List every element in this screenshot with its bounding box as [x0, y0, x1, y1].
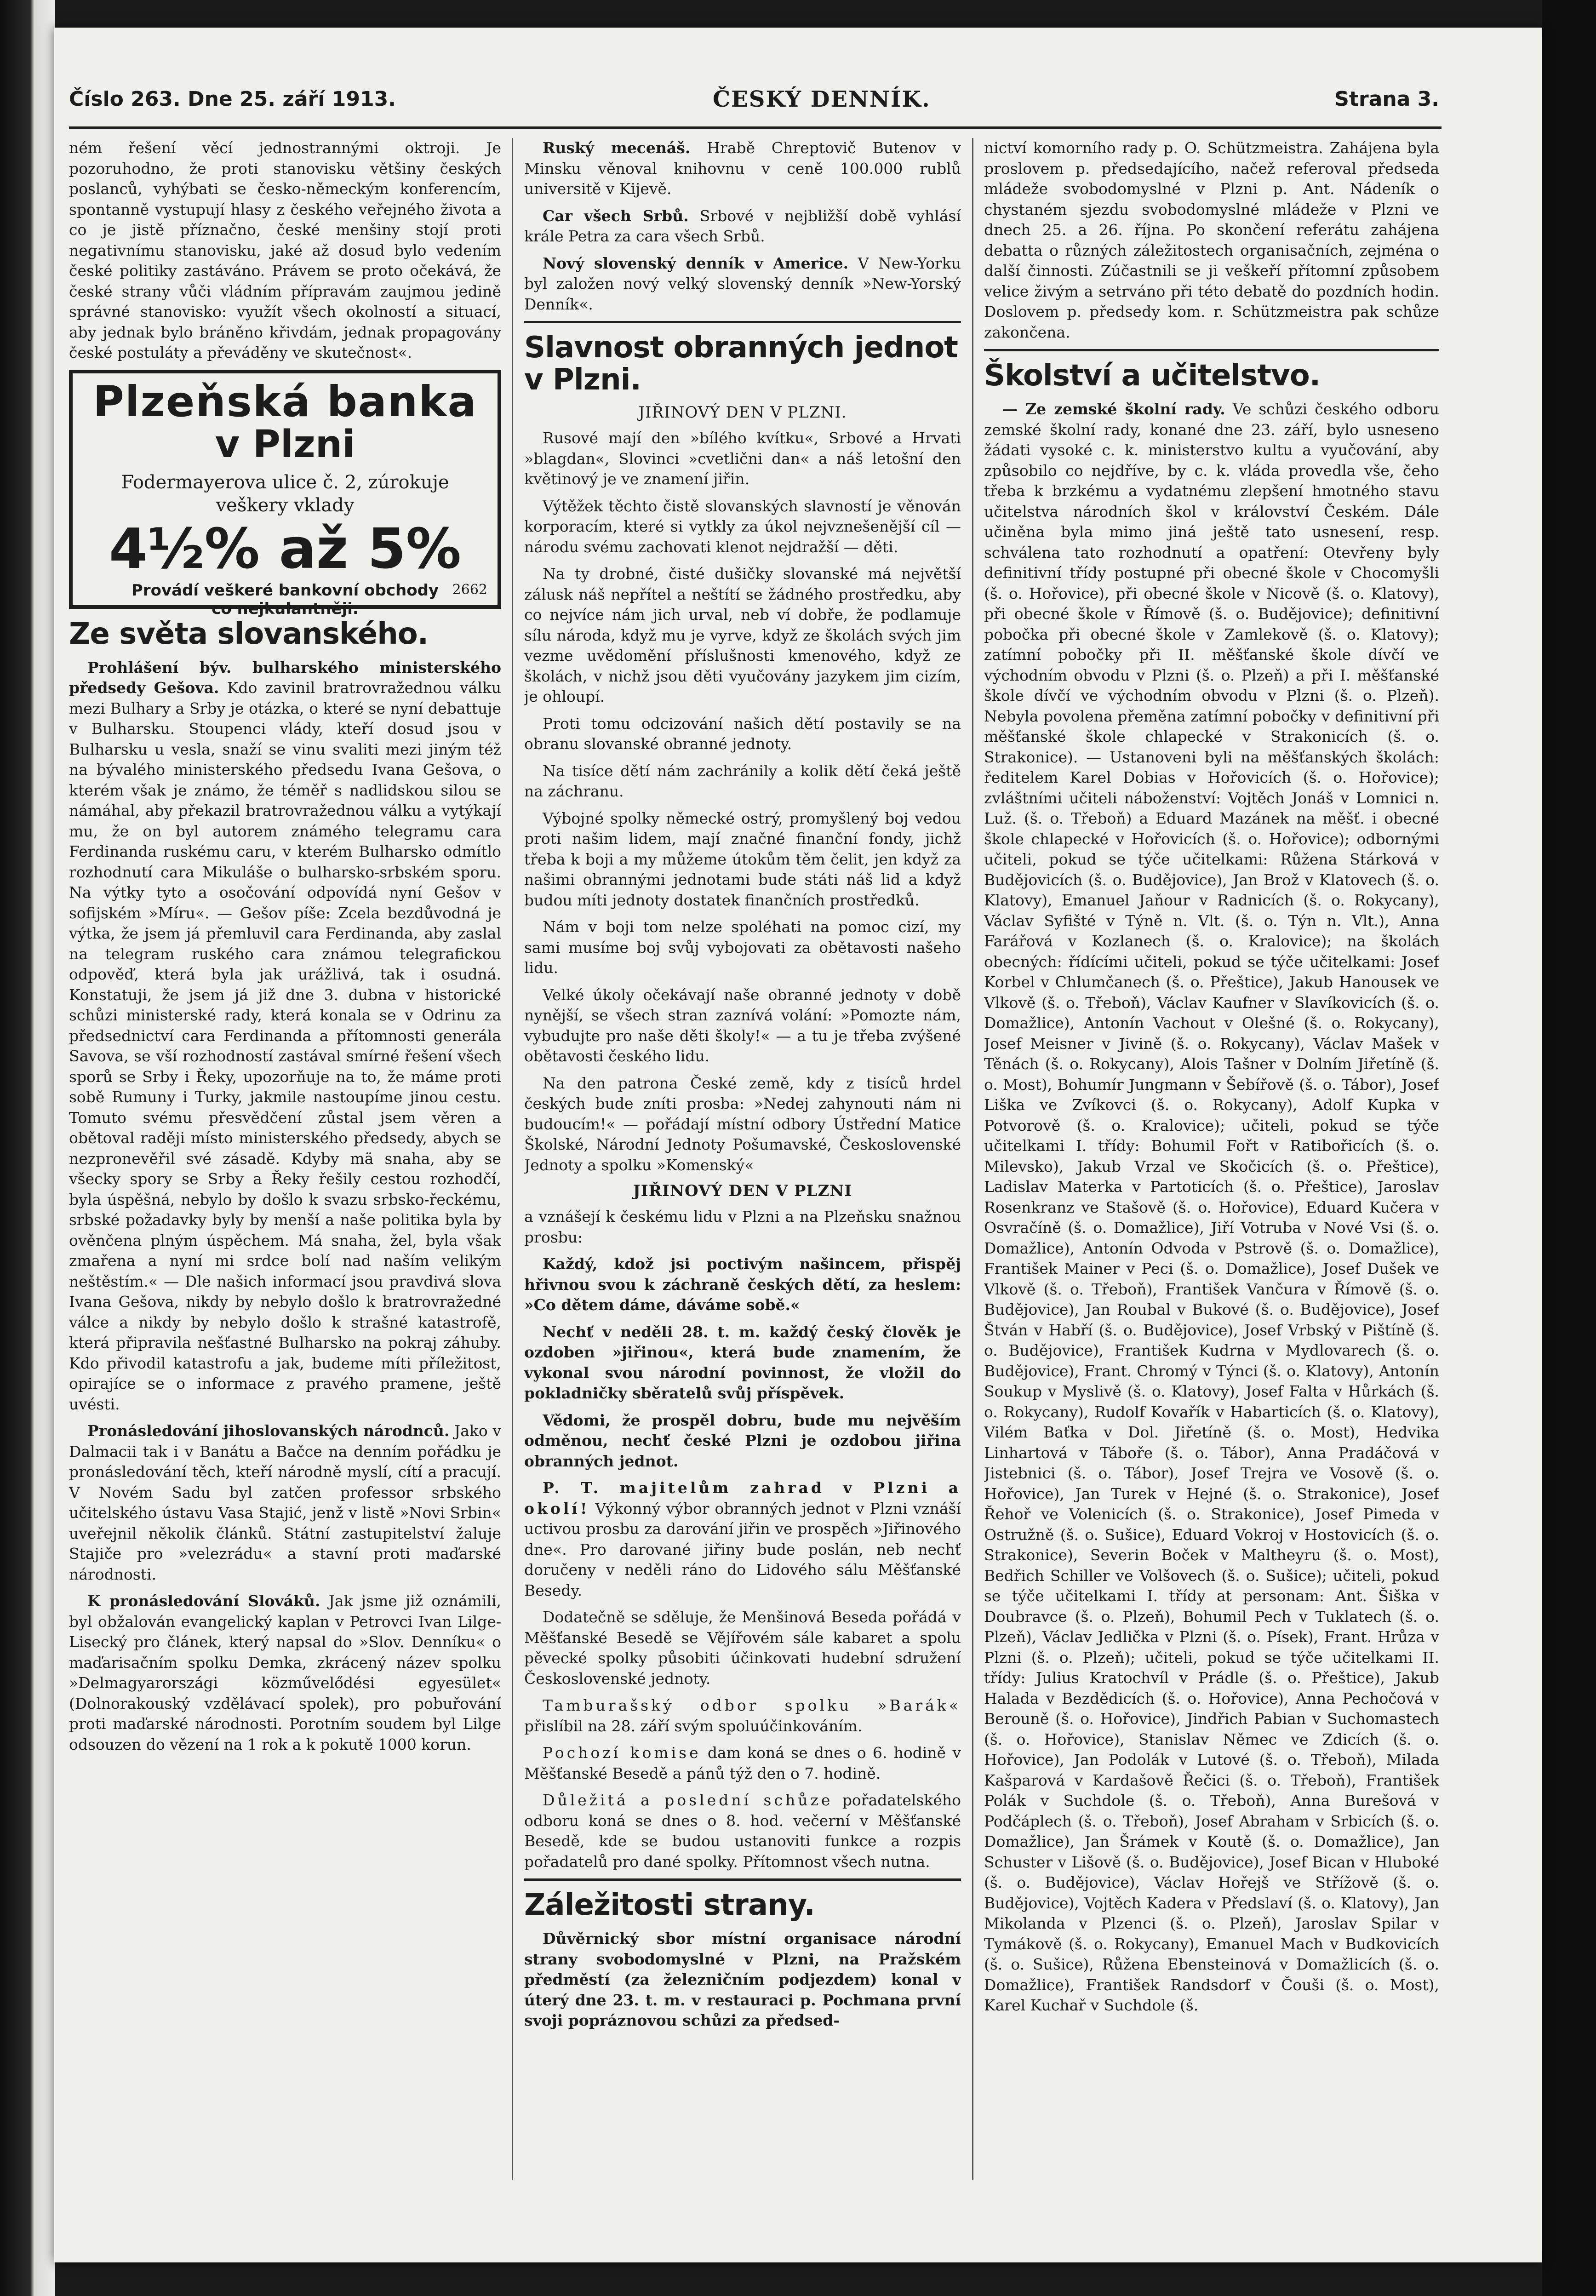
article-lead: P. T. majitelům zahrad v Plzni a okolí! [524, 1479, 961, 1517]
article-paragraph [69, 1421, 501, 1585]
article-paragraph [524, 1743, 961, 1784]
page-number: Strana 3. [1334, 87, 1439, 111]
article-text: Ve schůzi českého odboru zemské školní rady, konané dne 23. září, bylo usneseno žádati vysoké c. k. ministerstvo kultu a vyučování, aby způsobilo co nejdříve, by c. k. vláda provedla vše, čeho třeba k brzkému a vydatnému zlepšení hmotného stavu učitelstva národních škol v království Českém. Dále učiněna byla mimo jiná ještě tato usnesení, resp. schválena tato rozhodnutí a opatření: Otevřeny byly definitivní třídy postupné při obecné škole v Chocomyšli (š. o. Hořovice), při obecné škole v Nicově (š. o. Klatovy), při obecné škole v Římově (š. o. Budějovice); definitivní pobočka při obecné škole v Zamlekově (š. o. Klatovy); zatímní pobočky při II. měšťanské škole dívčí ve východním obvodu v Plzni (š. o. Plzeň) a při I. měšťanské škole dívčí ve východním obvodu v Plzni (š. o. Plzeň). Nebyla povolena přeměna zatímní pobočky v definitivní při měšťanské škole chlapecké v Strakonicích (š. o. Strakonice). — Ustanoveni byli na měšťanských školách: ředitelem Karel Dobias v Hořovicích (š. o. Hořovice); zvláštními učiteli náboženství: Vojtěch Jonáš v Lomnici n. Luž. (š. o. Třeboň) a Eduard Mazánek na měšť. i obecné škole chlapecké v Hořovicích (š. o. Hořovice); odbornými učiteli, pokud se týče učitelkami: Růžena Stárková v Budějovicích (š. o. Budějovice), Jan Brož v Klatovech (š. o. Klatovy), Emanuel Jaňour v Radnicích (š. o. Rokycany), Václav Syfišté v Týně n. Vlt. (š. o. Týn n. Vlt.), Anna Farářová v Kozlanech (š. o. Kralovice); na školách obecných: řídícími učiteli, pokud se týče učitelkami: Josef Korbel v Chlumčanech (š. o. Přeštice), Jakub Hanousek ve Vlkově (š. o. Třeboň), Václav Kaufner v Slavíkovicích (š. o. Domažlice), Antonín Vachout v Olešné (š. o. Rokycany), Josef Meisner v Jivině (š. o. Rokycany), Václav Mašek v Těnách (š. o. Rokycany), Alois Tašner v Dolním Jiřetíně (š. o. Most), Bohumír Jungmann v Šebířově (š. o. Tábor), Josef Liška ve Zvíkovci (š. o. Rokycany), Adolf Kupka v Potvorově (š. o. Kralovice); učiteli, pokud se týče učitelkami I. třídy: Bohumil Fořt v Ratibořicích (š. o. Milevsko), Jakub Vrzal ve Skočicích (š. o. Přeštice), Ladislav Materka v Partoticích (š. o. Přeštice), Jaroslav Rosenkranz ve Stašově (š. o. Hořovice), Eduard Kučera v Osvračíně (š. o. Domažlice), Jiří Votruba v Nové Vsi (š. o. Domažlice), Antonín Odvoda v Pstrově (š. o. Domažlice), František Mainer v Peci (š. o. Domažlice), Josef Dušek ve Vlkově (š. o. Třeboň), František Vančura v Římově (š. o. Budějovice), Jan Roubal v Bukové (š. o. Budějovice), Josef Štván v Habří (š. o. Budějovice), Josef Vrbský v Pištíně (š. o. Budějovice), František Kudrna v Mydlovarech (š. o. Budějovice), Frant. Chromý v Týnci (š. o. Klatovy), Antonín Soukup v Myslivě (š. o. Klatovy), Josef Falta v Hůrkách (š. o. Rokycany), Rudolf Kovařík v Habarticích (š. o. Klatovy), Vilém Baťka v Dol. Jiřetíně (š. o. Most), Hedvika Linhartová v Táboře (š. o. Tábor), Anna Pradáčová v Jistebnici (š. o. Tábor), Josef Trejra ve Vosově (š. o. Hořovice), Jan Turek v Hejné (š. o. Strakonice), Josef Řehoř ve Volenicích (š. o. Strakonice), Josef Pimeda v Ostružně (š. o. Sušice), Eduard Vokroj v Hostovicích (š. o. Strakonice), Severin Boček v Maltheyru (š. o. Most), Bedřich Schiller ve Volšovech (š. o. Sušice); učiteli, pokud se týče učitelkami I. třídy at personam: Ant. Šiška v Doubravce (š. o. Plzeň), Bohumil Pech v Tuklatech (š. o. Plzeň), Václav Jedlička v Plzni (š. o. Písek), Frant. Hrůza v Plzni (š. o. Plzeň); učiteli, pokud se týče učitelkami II. třídy: Julius Kratochvíl v Prádle (š. o. Přeštice), Jakub Halada v Bezdědicích (š. o. Hořovice), Anna Pechočová v Berouně (š. o. Hořovice), Jindřich Pabian v Suchomastech (š. o. Hořovice), Stanislav Němec ve Zdicích (š. o. Hořovice), Jan Podolák v Lutové (š. o. Třeboň), Milada Kašparová v Kardašově Řečici (š. o. Třeboň), František Polák v Suchdole (š. o. Třeboň), Anna Burešová v Podčáplech (š. o. Třeboň), Josef Abraham v Srbicích (š. o. Domažlice), Jan Šrámek v Koutě (š. o. Domažlice), Jan Schuster v Lišově (š. o. Budějovice), Josef Bican v Hluboké (š. o. Budějovice), Václav Hořejš ve Střížově (š. o. Budějovice), Vojtěch Kadera v Předslaví (š. o. Klatovy), Jan Mikolanda v Plzenci (š. o. Plzeň), Jaroslav Spilar v Tymákově (š. o. Rokycany), Emanuel Mach v Budkovicích (š. o. Sušice), Růžena Ebensteinová v Domažlicích (š. o. Domažlice), František Randsdorf v Čouši (š. o. Most), Karel Kuchař v Suchdole (š. [984, 400, 1439, 2014]
scan-binding-shadow [0, 0, 55, 2296]
article-paragraph [984, 399, 1439, 2016]
article-paragraph [69, 1591, 501, 1755]
article-paragraph: Výbojné spolky německé ostrý, promyšlený boj vedou proti našim lidem, mají značné finanční fondy, jichž třeba k boji a my můžeme útokům těm čelit, jen když za našimi obrannými jednotami bude státi náš lid a když budou míti jednoty dostatek finančních prostředků. [524, 809, 961, 909]
news-text: Hrabě Chreptovič Butenov v Minsku věnoval knihovnu v ceně 100.000 rublů universitě v Kijevě. [524, 139, 961, 198]
section-heading: Záležitosti strany. [524, 1888, 815, 1922]
article-text: Kdo zavinil bratrovražednou válku mezi Bulhary a Srby je otázka, o které se nyní debattuje v Bulharsku. Stoupenci vlády, kteří dosud jsou v Bulharsku u vesla, snaží se vinu svaliti mezi jiným též na bývalého ministerského předsedu Ivana Gešova, o kterém však je známo, že téměř s nadlidskou silou se námáhal, aby překazil bratrovražednou válku a vytýkají mu, že on byl autorem známého telegramu cara Ferdinanda ruskému caru, v kterém Bulharsko odmítlo rozhodnutí cara Mikuláše o bulharsko-srbském sporu. Na výtky tyto a osočování odpovídá nyní Gešov v sofijském »Míru«. — Gešov píše: Zcela bezdůvodná je výtka, že jsem já přemluvil cara Ferdinanda, aby zaslal na telegram ruského cara známou telegrafickou odpověď, která byla jak urážlivá, tak i osudná. Konstatuji, že jsem já již dne 3. dubna v historické schůzi ministerské rady, která konala se v Odrinu za předsednictví cara Ferdinanda a přítomnosti generála Savova, se vší rozhodností zastával smírné řešení všech sporů se Srby i Řeky, upozorňuje na to, že máme proti sobě Rumuny i Turky, jakmile nastoupíme jinou cestu. Tomuto svému přesvědčení zůstal jsem věren a obětoval raději místo ministerského předsedy, abych se nezpronevěřil své zásadě. Kdyby mä snaha, aby se všecky spory se Srby a Řeky řešily cestou rozhodčí, byla úspěšná, nebylo by došlo k svazu srbsko-řeckému, srbské požadavky byly by menší a naše politika byla by ověnčena plným úspěchem. Má snaha, žel, byla však zmařena a nyní mi srdce bolí nad naším velikým neštěstím.« — Dle našich informací jsou pravdivá slova Ivana Gešova, nikdy by nebylo došlo k bratrovražedné válce a nikdy by nebylo došlo k strašné katastrofě, která připravila nešťastné Bulharsko na pokraj záhuby. Kdo přivodil katastrofu a jak, budeme míti příležitost, opirajíce se o informace z pravého pramene, ještě uvésti. [69, 679, 501, 1413]
section-heading: Školství a učitelstvo. [984, 359, 1320, 393]
masthead-title: ČESKÝ DENNÍK. [713, 86, 931, 112]
issue-date: Číslo 263. Dne 25. září 1913. [69, 87, 396, 111]
ad-bank-name: Plzeňská banka [93, 377, 477, 426]
column-1 [69, 138, 501, 2180]
section-rule [524, 1878, 961, 1881]
news-item [524, 206, 961, 247]
article-paragraph: Na tisíce dětí nám zachránily a kolik dětí čeká ještě na záchranu. [524, 762, 961, 800]
bank-advertisement [69, 370, 501, 618]
news-text: Srbové v nejbližší době vyhlásí krále Petra za cara všech Srbů. [524, 206, 961, 245]
article-paragraph: Proti tomu odcizování našich dětí postavily se na obranu slovanské obranné jednoty. [524, 714, 961, 753]
section-heading: Ze světa slovanského. [69, 617, 429, 651]
article-text: Jak jsme již oznámili, byl obžalován evangelický kaplan v Petrovci Ivan Lilge-Lisecký pro článek, který napsal do »Slov. Denníku« o maďarisačním spolku Demka, zkrácený název spolku »Delmagyarországi közművelődési egyesület« (Dolnorakouský vzdělávací spolek), pro pobuřování proti maďarské národnosti. Porotním soudem byl Lilge odsouzen do vězení na 1 rok a k pokutě 1000 korun. [69, 1592, 501, 1753]
ad-code: 2662 [452, 581, 487, 598]
article-paragraph [69, 658, 501, 1415]
article-lead: Tamburašský odbor spolku »Barák« [543, 1696, 961, 1714]
article-paragraph: Na den patrona České země, kdy z tisíců hrdel českých bude zníti prosba: »Nedej zahynouti nám ni budoucím!« — pořádají místní odbory Ústřední Matice Školské, Národní Jednoty Pošumavské, Československé Jednoty a spolku »Komenský« [524, 1074, 961, 1174]
column-divider [972, 138, 973, 2180]
article-lead: Pronásledování jihoslovanských národnců. [87, 1422, 450, 1440]
section-rule [524, 321, 961, 323]
article-paragraph: Výtěžek těchto čistě slovanských slavností je věnován korporacím, které si vytkly za úkol nejvznešenější cíl — národu svému zachovati klenot nejdražší — děti. [524, 497, 961, 556]
article-text: Výkonný výbor obranných jednot v Plzni vznáší uctivou prosbu za darování jiřin ve prospěch »Jiřinového dne«. Pro darované jiřiny bude poslán, neb nechť doručeny v neděli ráno do Lidového sálu Měšťanské Besedy. [524, 1499, 961, 1599]
section-heading: Slavnost obranných jednot v Plzni. [524, 331, 958, 397]
article-paragraph: Na ty drobné, čisté dušičky slovanské má největší zálusk náš nepřítel a neštítí se žádného prostředku, aby co nejvíce nám jich urval, neb ví dobře, že podlamuje sílu národa, když mu je vyrve, když ze školách svých jim vezme uvědomění příslušnosti kmenového, když ze školách, v nichž jsou děti vyučovány jazykem jim cizím, je ohloupí. [524, 565, 961, 705]
article-paragraph: Rusové mají den »bílého kvítku«, Srbové a Hrvati »blagdan«, Slovinci »cvetlični dan« a náš letošní den květinový je ve znamení jiřin. [524, 429, 961, 488]
header-rule [69, 126, 1442, 129]
article-continuation: nictví komorního rady p. O. Schützmeistra. Zahájena byla proslovem p. předsedajícího, načež referoval předseda mládeže svobodomyslné v Plzni p. Ant. Nádeník o chystaném sjezdu svobodomyslné mládeže v Plzni ve dnech 25. a 26. října. Po skončení referátu zahájena debatta o různých záležitostech organisačních, zejména o další činnosti. Zúčastnili se ji veškeří přítomní způsobem velice živým a setrváno při této debatě do pozdních hodin. Doslovem p. předsedy kom. r. Schützmeistra pak schůze zakončena. [984, 139, 1439, 341]
column-divider [512, 138, 513, 2180]
article-paragraph [524, 1790, 961, 1872]
article-continuation: ném řešení věcí jednostrannými oktroji. Je pozoruhodno, že proti stanovisku většiny českých poslanců, vyhýbati se česko-německým konferencím, spontanně vystupují hlasy z českého veřejného života a co je jistě příznačno, české menšiny stojí proti negativnímu stanovisku, jaké až dosud bylo vedením české politiky zastáváno. Právem se proto očekává, že české strany vůči vládním přípravám zaujmou jedině správné stanovisko: využít všech okolností a situací, aby jednak bylo bráněno křivdám, jednak propagovány české postuláty a převáděny ve skutečnost«. [69, 139, 501, 361]
article-paragraph: Nám v boji tom nelze spoléhati na pomoc cizí, my sami musíme boj svůj vybojovati za obětavosti našeho lidu. [524, 918, 961, 977]
subheading: JIŘINOVÝ DEN V PLZNI. [638, 403, 847, 422]
article-paragraph: Každý, kdož jsi poctivým našincem, přispěj hřivnou svou k záchraně českých dětí, za heslem: »Co dětem dáme, dáváme sobě.« [524, 1255, 961, 1314]
article-paragraph: Důvěrnický sbor místní organisace národní strany svobodomyslné v Plzni, na Pražském předměstí (za železničním podjezdem) konal v úterý dne 23. t. m. v restauraci p. Pochmana první svoji popráznovou schůzi za předsed- [524, 1930, 961, 2029]
article-paragraph: a vznášejí k českému lidu v Plzni a na Plzeňsku snažnou prosbu: [524, 1208, 961, 1246]
article-text: Jako v Dalmacii tak i v Banátu a Bačce na denním pořádku je pronásledování těch, kteří národně myslí, cítí a pracují. V Novém Sadu byl zatčen professor srbského učitelského ústavu Vasa Stajić, jenž v listě »Novi Srbin« uveřejnil několik článků. Státní zastupitelství žaluje Stajiče pro »velezrádu« a stavní proti maďarské národnosti. [69, 1422, 501, 1583]
ad-deposits: veškery vklady [216, 494, 355, 516]
page-header [69, 78, 1439, 120]
article-text: dam koná se dnes o 6. hodině v Měšťanské Besedě a pánů týž den o 7. hodině. [524, 1744, 961, 1782]
article-paragraph: Dodatečně se sděluje, že Menšinová Beseda pořádá v Měšťanské Besedě se Vějířovém sále kabaret a spolu pěvecké spolky působiti účinkovati hudební sdružení Československé jednoty. [524, 1608, 961, 1688]
article-paragraph: Vědomi, že prospěl dobru, bude mu nejvěším odměnou, nechť české Plzni je ozdobou jiřina obranných jednot. [524, 1411, 961, 1470]
news-text: V New-Yorku byl založen nový velký slovenský denník »New-Yorský Denník«. [524, 254, 961, 313]
article-lead: K pronásledování Slováků. [87, 1592, 320, 1610]
section-rule [984, 349, 1439, 351]
column-2 [524, 138, 961, 2180]
article-paragraph: Nechť v neděli 28. t. m. každý český člověk je ozdoben »jiřinou«, která bude znamením, že vykonal svou národní povinnost, že vložil do pokladničky sběratelů svůj příspěvek. [524, 1323, 961, 1402]
ad-interest-rate: 4½% až 5% [109, 517, 462, 581]
article-lead: — Ze zemské školní rady. [1002, 400, 1225, 418]
news-item [524, 253, 961, 315]
article-lead: Pochozí komise [543, 1744, 701, 1762]
subheading: JIŘINOVÝ DEN V PLZNI [633, 1182, 852, 1200]
news-lead: Car všech Srbů. [543, 206, 689, 225]
ad-address: Fodermayerova ulice č. 2, zúrokuje [121, 471, 449, 493]
article-paragraph: Velké úkoly očekávají naše obranné jednoty v době nynější, se všech stran zaznívá volání: »Pomozte nám, vybudujte pro naše děti školy!« — a tu je třeba zvýšené obětavosti českého lidu. [524, 985, 961, 1065]
news-lead: Nový slovenský denník v Americe. [543, 254, 849, 272]
article-paragraph [524, 1478, 961, 1601]
article-lead: Prohlášení býv. bulharského ministerského předsedy Gešova. [69, 658, 501, 697]
article-text: pořadatelského odboru koná se dnes o 8. hod. večerní v Měšťanské Besedě, kde se budou ustanoviti funkce a rozpis pořadatelů pro dané spolky. Přítomnost všech nutna. [524, 1791, 961, 1871]
ad-bank-city: v Plzni [215, 422, 355, 466]
ad-services: Provádí veškeré bankovní obchody [131, 581, 439, 600]
article-text: přislíbil na 28. září svým spoluúčinkováním. [524, 1717, 863, 1735]
column-3 [984, 138, 1439, 2180]
article-lead: Důležitá a poslední schůze [543, 1791, 833, 1809]
scan-right-edge [1542, 0, 1596, 2296]
ad-services-2: co nejkulantněji. [212, 599, 359, 618]
article-paragraph [524, 1695, 961, 1736]
news-lead: Ruský mecenáš. [543, 139, 691, 157]
news-item [524, 138, 961, 200]
